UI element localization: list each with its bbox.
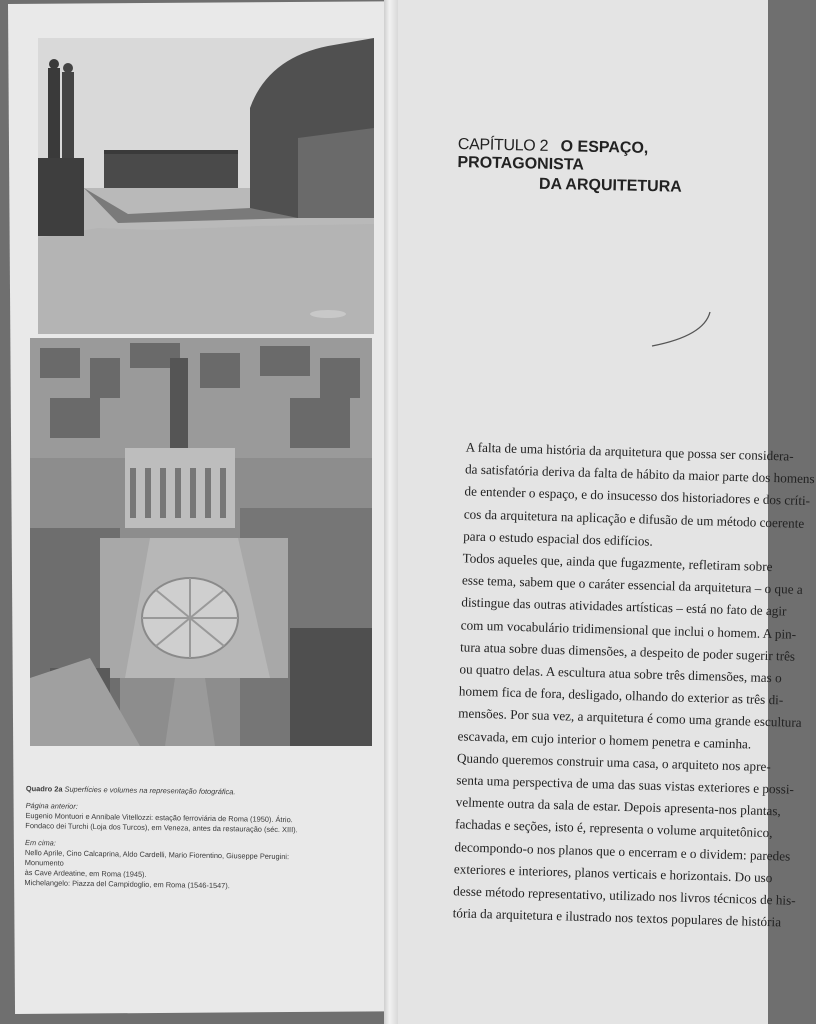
chapter-title-line-1: O ESPAÇO, PROTAGONISTA [457,138,649,174]
figure-caption [24,784,326,900]
text-line: decompondo-o nos planos que o encerram e o dividem: paredes [454,838,791,864]
photo-campidoglio [30,338,372,746]
text-line: distingue das outras atividades artísticas – está no fato de agir [461,594,787,619]
caption-line: às Cave Ardeatine, em Roma (1945). [24,867,147,879]
figure-label: Quadro 2a [25,784,63,794]
caption-line: Michelangelo: Piazza del Campidoglio, em Roma (1546-1547). [24,877,230,891]
above-heading: Em cima: [25,837,56,848]
text-line: para o estudo espacial dos edifícios. [463,528,654,549]
text-line: desse método representativo, utilizado nos livros técnicos de his- [453,883,796,908]
decorative-curve [640,306,720,350]
text-line: velmente outra da sala de estar. Depois apresenta-nos plantas, [455,794,782,819]
chapter-heading [457,136,748,198]
text-line: A falta de uma história da arquitetura que possa ser considera- [465,439,794,464]
text-line: ou quatro delas. A escultura atua sobre três dimensões, mas o [459,661,782,686]
text-line: escavada, em cujo interior o homem penetra e caminha. [457,727,752,752]
text-line: tória da arquitetura e ilustrado nos textos populares de história [452,905,782,930]
text-line: com um vocabulário tridimensional que inclui o homem. A pin- [460,617,797,642]
text-line: fachadas e seções, isto é, representa o volume arquitetônico, [454,816,773,841]
text-line: Todos aqueles que, ainda que fugazmente, refletiram sobre [462,550,773,575]
text-line: mensões. Por sua vez, a arquitetura é como uma grande escultura [458,705,802,731]
text-line: da satisfatória deriva da falta de hábito da maior parte dos homens [464,461,815,487]
caption-line: Eugenio Montuori e Annibale Vitellozzi: estação ferroviária de Roma (1950). Átrio. [25,810,293,825]
text-line: exteriores e interiores, planos verticais e horizontais. Do uso [453,861,773,886]
text-line: cos da arquitetura na aplicação e difusão de um método coerente [463,506,805,531]
text-line: de entender o espaço, e do insucesso dos historiadores e dos críti- [464,483,811,509]
photo-monument [38,38,374,334]
text-line: Quando queremos construir uma casa, o arquiteto nos apre- [456,750,771,774]
text-line: tura atua sobre duas dimensões, a despeito de poder sugerir três [459,639,796,664]
paragraph-3 [436,747,796,932]
book-spine [384,0,398,1024]
text-line: homem fica de fora, desligado, olhando do exterior as três di- [458,683,784,708]
figure-description: Superfícies e volumes na representação fotográfica. [64,784,236,797]
text-line: senta uma perspectiva de uma das suas vistas exteriores e possi- [456,772,795,797]
chapter-label: CAPÍTULO 2 [457,136,549,155]
previous-page-heading: Página anterior: [25,800,78,811]
text-line: esse tema, sabem que o caráter essencial da arquitetura – o que a [461,572,803,598]
paragraph-2 [441,547,803,754]
body-text [436,436,815,932]
caption-line: Fondaco dei Turchi (Loja dos Turcos), em Veneza, antes da restauração (séc. XIII). [25,820,298,835]
caption-line: Nello Aprile, Cino Calcaprina, Aldo Cardelli, Mario Fiorentino, Giuseppe Perugini: Monumento [24,847,290,868]
paragraph-1 [447,436,815,555]
chapter-title-line-2: DA ARQUITETURA [538,175,682,196]
